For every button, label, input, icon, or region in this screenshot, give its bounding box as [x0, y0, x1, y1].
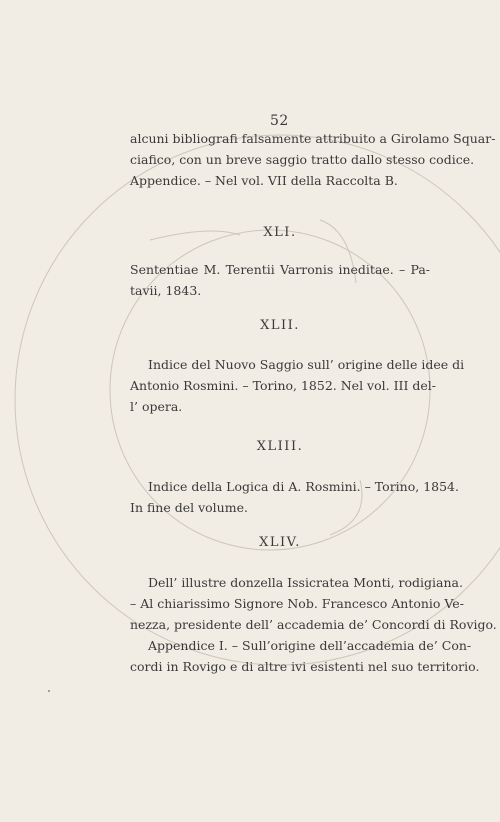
text-line: ciafico, con un breve saggio tratto dallo stesso codice.	[130, 152, 475, 167]
section-body	[130, 572, 497, 677]
text-line: l’ opera.	[130, 399, 183, 414]
text-line: Dell’ illustre donzella Issicratea Monti, rodigiana.	[148, 575, 463, 590]
page-number: 52	[270, 113, 289, 129]
text-line: Indice della Logica di A. Rosmini. – Torino, 1854.	[148, 479, 459, 494]
text-line: cordi in Rovigo e di altre ivi esistenti nel suo territorio.	[130, 659, 480, 674]
text-line: – Al chiarissimo Signore Nob. Francesco Antonio Ve-	[130, 596, 464, 611]
section-body	[130, 476, 459, 518]
text-line: Indice del Nuovo Saggio sull’ origine delle idee di	[148, 357, 465, 372]
text-line: Antonio Rosmini. – Torino, 1852. Nel vol. III del-	[130, 378, 436, 393]
entry-intro	[130, 128, 496, 191]
text-line: alcuni bibliografi falsamente attribuito a Girolamo Squar-	[130, 131, 496, 146]
text-line: In fine del volume.	[130, 500, 248, 515]
section-numeral: XLI.	[263, 225, 297, 240]
section-numeral: XLII.	[260, 318, 300, 333]
section-numeral: XLIV.	[259, 535, 301, 550]
section-body	[130, 259, 430, 301]
text-line: nezza, presidente dell’ accademia de’ Concordi di Rovigo.	[130, 617, 497, 632]
text-line: Appendice. – Nel vol. VII della Raccolta B.	[130, 173, 398, 188]
section-numeral: XLIII.	[256, 439, 304, 454]
text-line: tavii, 1843.	[130, 283, 202, 298]
section-body	[130, 354, 465, 417]
paper-speck	[48, 690, 50, 692]
text-line: Sententiae M. Terentii Varronis ineditae. – Pa-	[130, 262, 430, 277]
text-line: Appendice I. – Sull’origine dell’accademia de’ Con-	[148, 638, 472, 653]
